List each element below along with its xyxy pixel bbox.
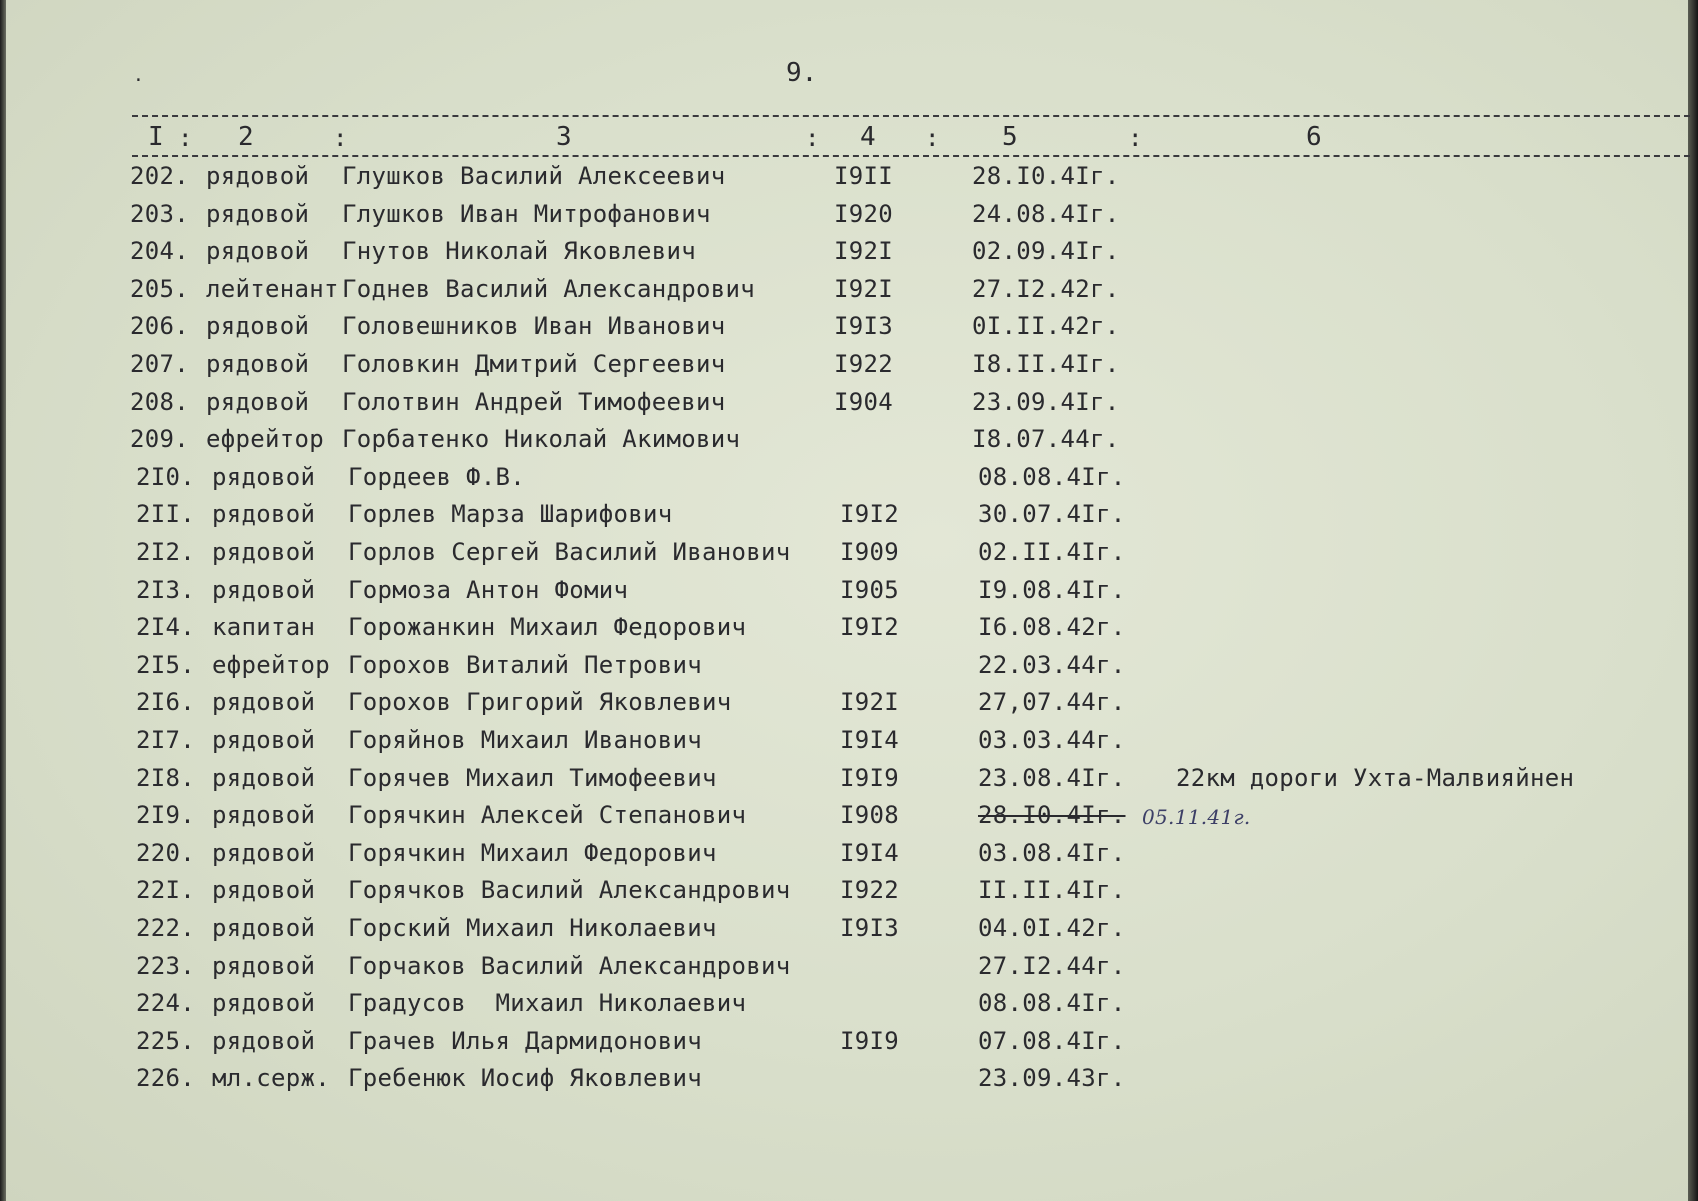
record-date: 03.08.4Iг. <box>978 838 1126 867</box>
record-number: 22I. <box>136 876 195 905</box>
col-sep: : <box>178 124 193 152</box>
record-birth-year: I9I3 <box>840 914 899 942</box>
record-number: 2I7. <box>136 726 195 754</box>
record-number: 226. <box>136 1064 195 1093</box>
record-date: II.II.4Iг. <box>978 876 1126 905</box>
record-name: Горячков Василий Александрович <box>348 876 791 905</box>
record-birth-year: I9I9 <box>840 1026 899 1055</box>
record-date: 23.09.43г. <box>978 1064 1126 1093</box>
record-date: 0I.II.42г. <box>972 312 1120 341</box>
record-name: Гормоза Антон Фомич <box>348 575 629 604</box>
record-date: 28.I0.4Iг. <box>972 162 1120 190</box>
record-rank: рядовой <box>212 1026 316 1055</box>
record-rank: рядовой <box>212 575 316 604</box>
record-rank: мл.серж. <box>212 1064 330 1093</box>
record-name: Горохов Виталий Петрович <box>348 650 702 679</box>
col-header-2: 2 <box>238 122 255 152</box>
record-name: Голотвин Андрей Тимофеевич <box>342 387 726 416</box>
record-number: 2I4. <box>136 613 195 642</box>
record-date: I6.08.42г. <box>978 613 1126 642</box>
record-name: Горячев Михаил Тимофеевич <box>348 763 717 792</box>
record-birth-year: I9I4 <box>840 726 899 754</box>
col-sep: : <box>805 124 820 152</box>
record-name: Головешников Иван Иванович <box>342 312 726 341</box>
record-rank: рядовой <box>212 838 316 867</box>
record-number: 225. <box>136 1026 195 1055</box>
record-name: Годнев Василий Александрович <box>342 274 755 303</box>
record-name: Горожанкин Михаил Федорович <box>348 613 747 642</box>
col-header-1: I <box>148 122 165 152</box>
margin-mark: · <box>133 70 144 91</box>
record-number: 222. <box>136 914 195 942</box>
record-number: 208. <box>130 387 189 416</box>
record-date: 23.09.4Iг. <box>972 387 1120 416</box>
record-number: 2I6. <box>136 688 195 717</box>
record-birth-year: I92I <box>834 274 893 303</box>
record-name: Горячкин Алексей Степанович <box>348 801 747 830</box>
record-rank: рядовой <box>206 199 310 228</box>
col-sep: : <box>925 124 940 152</box>
record-date: 08.08.4Iг. <box>978 462 1126 491</box>
record-date: 02.09.4Iг. <box>972 237 1120 266</box>
record-rank: рядовой <box>212 462 316 491</box>
record-birth-year: I9I9 <box>840 763 899 792</box>
record-birth-year: I9I2 <box>840 613 899 642</box>
page-number: 9. <box>786 58 818 88</box>
record-date: 28.I0.4Iг. <box>978 801 1126 830</box>
col-header-3: 3 <box>556 122 573 152</box>
col-sep: : <box>333 124 348 152</box>
scan-edge-right <box>1688 0 1698 1201</box>
record-birth-year: I9I4 <box>840 838 899 867</box>
record-rank: рядовой <box>206 162 310 190</box>
record-date: 27,07.44г. <box>978 688 1126 717</box>
record-name: Горчаков Василий Александрович <box>348 951 791 980</box>
scan-edge-left <box>0 0 6 1201</box>
record-number: 206. <box>130 312 189 341</box>
record-rank: рядовой <box>212 726 316 754</box>
record-name: Гнутов Николай Яковлевич <box>342 237 696 266</box>
record-date: 04.0I.42г. <box>978 914 1126 942</box>
record-date: 24.08.4Iг. <box>972 199 1120 228</box>
record-rank: рядовой <box>212 876 316 905</box>
record-birth-year: I9I3 <box>834 312 893 341</box>
record-rank: ефрейтор <box>212 650 330 679</box>
record-rank: рядовой <box>212 951 316 980</box>
record-date: 23.08.4Iг. <box>978 763 1126 792</box>
record-rank: рядовой <box>212 989 316 1018</box>
record-date: 08.08.4Iг. <box>978 989 1126 1018</box>
record-number: 205. <box>130 274 189 303</box>
record-date: I8.07.44г. <box>972 425 1120 454</box>
record-birth-year: I9II <box>834 162 893 190</box>
col-header-5: 5 <box>1002 122 1019 152</box>
record-birth-year: I905 <box>840 575 899 604</box>
handwritten-correction: 05.11.41г. <box>1142 805 1251 830</box>
record-date: I9.08.4Iг. <box>978 575 1126 604</box>
header-rule-bottom <box>132 155 1690 157</box>
record-name: Горячкин Михаил Федорович <box>348 838 717 867</box>
record-name: Гордеев Ф.В. <box>348 462 525 491</box>
record-name: Горлов Сергей Василий Иванович <box>348 538 791 566</box>
col-sep: : <box>1128 124 1143 152</box>
record-birth-year: I922 <box>834 350 893 378</box>
record-number: 207. <box>130 350 189 378</box>
record-rank: рядовой <box>212 500 316 529</box>
record-name: Градусов Михаил Николаевич <box>348 989 747 1018</box>
record-birth-year: I92I <box>834 237 893 266</box>
record-number: 223. <box>136 951 195 980</box>
record-rank: капитан <box>212 613 316 642</box>
record-name: Глушков Иван Митрофанович <box>342 199 711 228</box>
record-birth-year: I92I <box>840 688 899 717</box>
record-date: 22.03.44г. <box>978 650 1126 679</box>
record-date: 02.II.4Iг. <box>978 538 1126 566</box>
record-number: 224. <box>136 989 195 1018</box>
record-rank: рядовой <box>206 237 310 266</box>
header-rule-top <box>132 115 1690 117</box>
record-date: 27.I2.42г. <box>972 274 1120 303</box>
record-name: Горлев Марза Шарифович <box>348 500 673 529</box>
record-date: 27.I2.44г. <box>978 951 1126 980</box>
record-name: Гребенюк Иосиф Яковлевич <box>348 1064 702 1093</box>
record-birth-year: I9I2 <box>840 500 899 529</box>
record-date: 30.07.4Iг. <box>978 500 1126 529</box>
record-number: 2I9. <box>136 801 195 830</box>
record-rank: ефрейтор <box>206 425 324 454</box>
record-name: Горбатенко Николай Акимович <box>342 425 741 454</box>
record-rank: рядовой <box>212 538 316 566</box>
record-name: Головкин Дмитрий Сергеевич <box>342 350 726 378</box>
record-rank: рядовой <box>206 350 310 378</box>
record-date: I8.II.4Iг. <box>972 350 1120 378</box>
record-name: Горский Михаил Николаевич <box>348 914 717 942</box>
record-rank: рядовой <box>206 387 310 416</box>
record-rank: лейтенант <box>206 274 339 303</box>
record-rank: рядовой <box>212 914 316 942</box>
record-number: 2I0. <box>136 462 195 491</box>
record-number: 209. <box>130 425 189 454</box>
record-rank: рядовой <box>212 688 316 717</box>
record-birth-year: I904 <box>834 387 893 416</box>
col-header-6: 6 <box>1306 122 1323 152</box>
record-birth-year: I922 <box>840 876 899 905</box>
record-name: Глушков Василий Алексеевич <box>342 162 726 190</box>
record-date: 07.08.4Iг. <box>978 1026 1126 1055</box>
record-number: 2I8. <box>136 763 195 792</box>
record-name: Горяйнов Михаил Иванович <box>348 726 702 754</box>
col-header-4: 4 <box>860 122 877 152</box>
record-number: 2I2. <box>136 538 195 566</box>
record-rank: рядовой <box>212 801 316 830</box>
record-number: 2I5. <box>136 650 195 679</box>
record-name: Грачев Илья Дармидонович <box>348 1026 702 1055</box>
record-birth-year: I909 <box>840 538 899 566</box>
record-birth-year: I908 <box>840 801 899 830</box>
record-number: 202. <box>130 162 189 190</box>
record-number: 220. <box>136 838 195 867</box>
record-date: 03.03.44г. <box>978 726 1126 754</box>
record-number: 203. <box>130 199 189 228</box>
record-name: Горохов Григорий Яковлевич <box>348 688 732 717</box>
record-note: 22км дороги Ухта-Малвияйнен <box>1176 763 1575 792</box>
record-number: 2II. <box>136 500 195 529</box>
record-rank: рядовой <box>206 312 310 341</box>
record-birth-year: I920 <box>834 199 893 228</box>
record-rank: рядовой <box>212 763 316 792</box>
record-number: 2I3. <box>136 575 195 604</box>
record-number: 204. <box>130 237 189 266</box>
